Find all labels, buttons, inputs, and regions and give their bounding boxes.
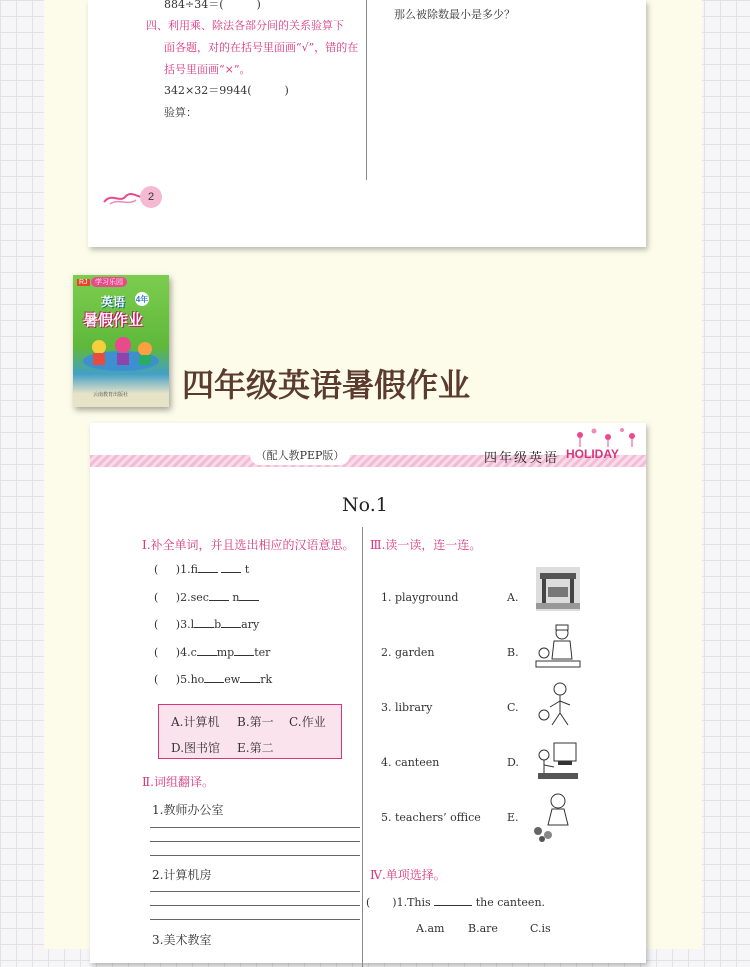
word-item: ( )3.l b ary — [154, 618, 260, 631]
option-a: A.计算机 — [171, 715, 220, 729]
answer-line — [150, 919, 360, 920]
match-word: 2. garden — [381, 646, 435, 659]
cover-grade: 4年 — [135, 292, 149, 306]
header-band — [90, 455, 646, 467]
word-item: ( )2.sec n — [154, 591, 259, 604]
section-4-instruction-line3: 括号里面画“×”。 — [164, 63, 251, 76]
answer-line — [150, 891, 360, 892]
answer-line — [150, 855, 360, 856]
cover-title: 暑假作业 — [83, 311, 144, 329]
match-letter: C. — [507, 701, 519, 714]
match-word: 5. teachers’ office — [381, 811, 481, 824]
boy-playing-ball-picture — [534, 681, 582, 733]
section-3-title: Ⅲ.读一读，连一连。 — [370, 538, 482, 552]
word-item: ( )1.fi t — [154, 563, 250, 576]
playground-picture — [534, 563, 582, 615]
match-word: 4. canteen — [381, 756, 440, 769]
worksheet-title: No.1 — [342, 494, 388, 516]
match-letter: E. — [507, 811, 519, 824]
flowers-decoration-icon — [570, 425, 640, 447]
canteen-chef-picture — [534, 623, 582, 675]
section-4-instruction-line2: 面各题，对的在括号里面画“√”，错的在 — [164, 41, 359, 54]
match-letter: D. — [507, 756, 519, 769]
match-word: 3. library — [381, 701, 433, 714]
holiday-logo: HOLIDAY — [566, 447, 619, 461]
page-heading: 四年级英语暑假作业 — [182, 366, 471, 404]
page-number: 2 — [140, 186, 162, 208]
phrase-item: 3.美术教室 — [152, 933, 212, 947]
section-4-instruction-line1: 四、利用乘、除法各部分间的关系验算下 — [146, 19, 344, 32]
section-1-title: Ⅰ.补全单词，并且选出相应的汉语意思。 — [142, 538, 355, 552]
match-letter: B. — [507, 646, 519, 659]
section-2-title: Ⅱ.词组翻译。 — [142, 775, 214, 789]
equation-884: 884÷34＝( ) — [164, 0, 261, 11]
mc-option-a: A.am — [416, 922, 445, 935]
girl-garden-picture — [530, 791, 578, 843]
phrase-item: 2.计算机房 — [152, 868, 212, 882]
match-word: 1. playground — [381, 591, 459, 604]
computer-picture — [534, 737, 582, 789]
answer-line — [150, 905, 360, 906]
worksheet-page — [90, 423, 646, 963]
check-label: 验算： — [164, 106, 197, 119]
option-e: E.第二 — [237, 741, 274, 755]
mc-option-c: C.is — [530, 922, 551, 935]
cover-publisher: 云南教育出版社 — [93, 392, 129, 398]
cover-badge: RJ — [79, 279, 88, 286]
mc-option-b: B.are — [468, 922, 498, 935]
edition-label: （配人教PEP版） — [250, 447, 350, 465]
section-4-title: Ⅳ.单项选择。 — [370, 868, 446, 882]
answer-line — [150, 827, 360, 828]
option-b: B.第一 — [237, 715, 274, 729]
book-cover — [73, 275, 169, 407]
header-subject: 四年级英语 — [484, 451, 560, 466]
answer-line — [150, 841, 360, 842]
cover-illustration — [79, 331, 163, 373]
cover-brand: 学习乐园 — [91, 277, 127, 287]
worksheet-divider — [362, 527, 363, 967]
word-item: ( )4.c mp ter — [154, 646, 271, 659]
equation-342: 342×32＝9944( ) — [164, 84, 289, 97]
previous-page — [88, 0, 646, 247]
options-box — [158, 704, 342, 759]
phrase-item: 1.教师办公室 — [152, 803, 224, 817]
right-question: 那么被除数最小是多少？ — [394, 8, 515, 21]
cover-subject: 英语 — [101, 295, 126, 309]
option-c: C.作业 — [289, 715, 326, 729]
option-d: D.图书馆 — [171, 741, 221, 755]
word-item: ( )5.ho ew rk — [154, 673, 273, 686]
match-letter: A. — [507, 591, 519, 604]
mc-question: ( )1.This the canteen. — [366, 896, 546, 909]
column-divider — [366, 0, 367, 180]
